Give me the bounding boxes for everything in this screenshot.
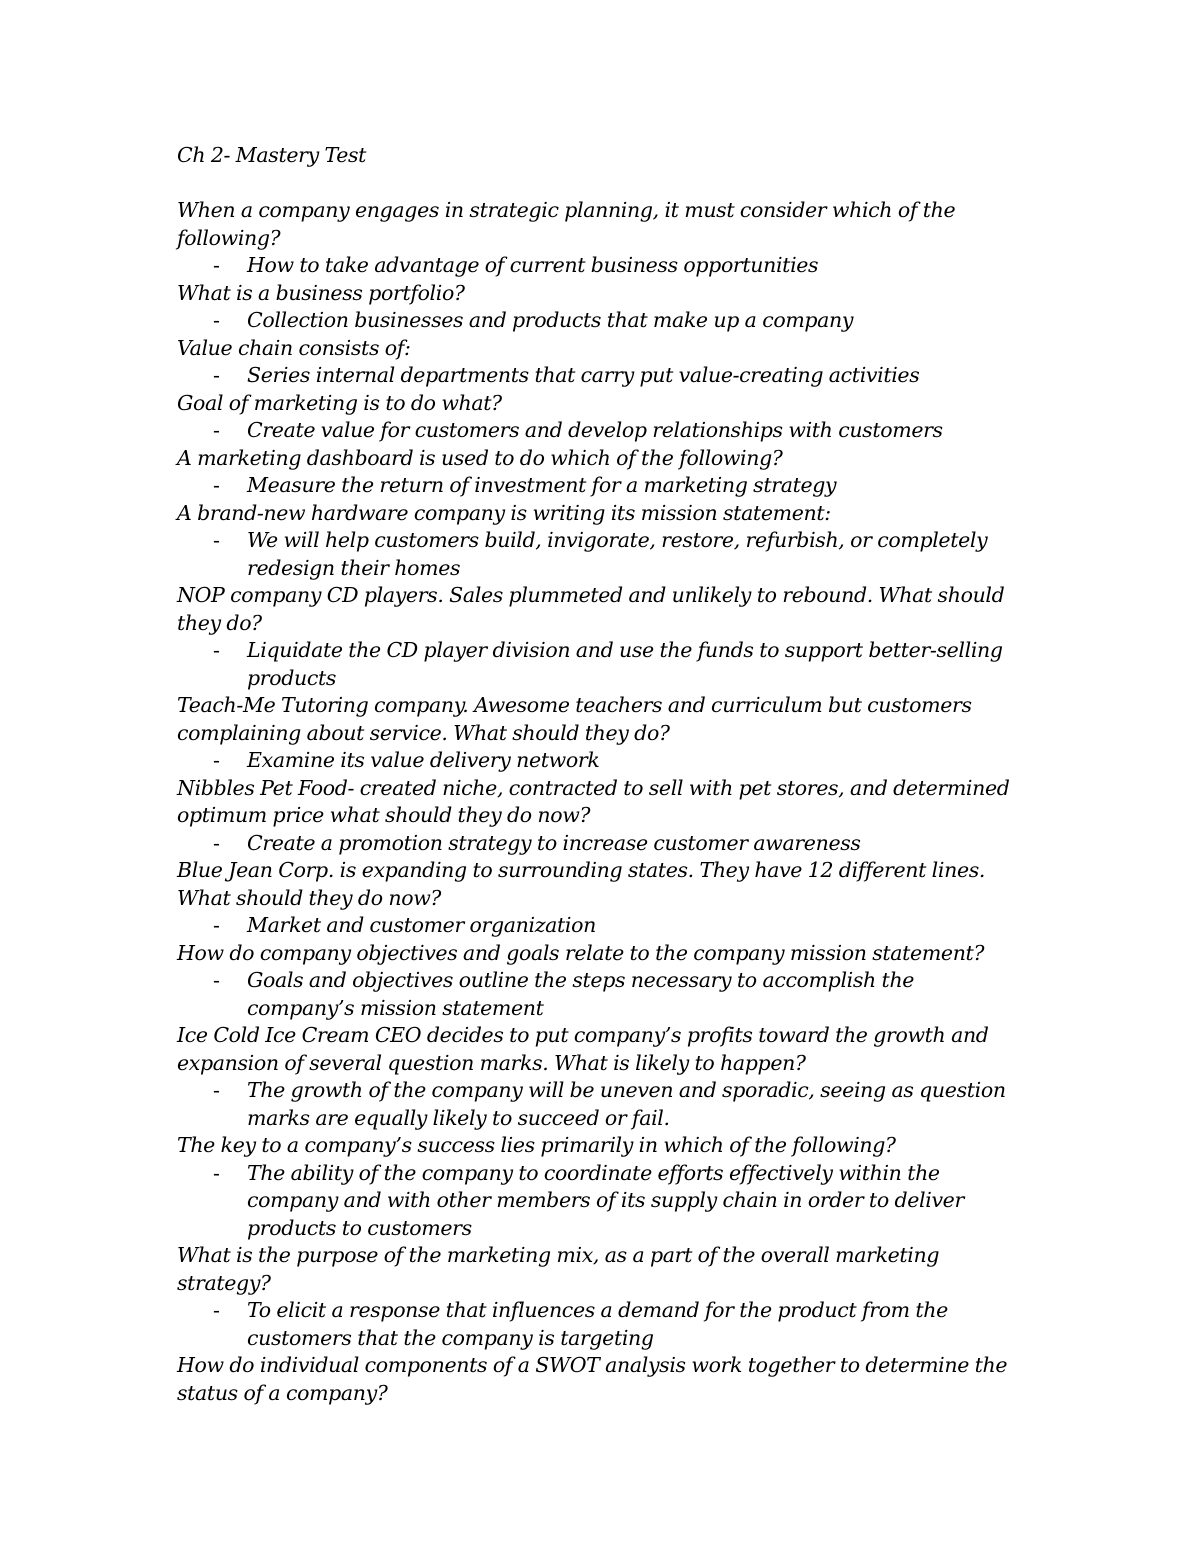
question-text: Ice Cold Ice Cream CEO decides to put company’s profits toward the growth and expansion of several question marks. What is likely to happen? — [177, 1023, 989, 1075]
answer-item — [177, 1160, 1027, 1243]
question-text: Goal of marketing is to do what? — [177, 390, 502, 415]
answer-bullet-dash: - — [213, 363, 220, 387]
answer-text: Create value for customers and develop relationships with customers — [247, 418, 943, 442]
document-body — [177, 142, 1027, 1407]
answer-item — [177, 637, 1027, 692]
question-text: Nibbles Pet Food- created niche, contracted to sell with pet stores, and determined optimum price what should they do now? — [177, 775, 1010, 827]
answer-bullet-dash: - — [213, 830, 220, 855]
answer-item — [177, 1297, 1027, 1352]
question-text: NOP company CD players. Sales plummeted and unlikely to rebound. What should they do? — [177, 583, 1005, 635]
answer-bullet-dash: - — [213, 528, 220, 552]
answer-item — [177, 252, 1027, 280]
answer-bullet-dash: - — [213, 638, 220, 662]
answer-bullet-dash: - — [213, 253, 220, 277]
answer-text: Liquidate the CD player division and use the funds to support better-selling products — [247, 638, 1003, 690]
answer-bullet-dash: - — [213, 1160, 220, 1185]
answer-bullet-dash: - — [213, 748, 220, 772]
answer-bullet-dash: - — [213, 473, 220, 497]
answer-text: The ability of the company to coordinate efforts effectively within the company and with other members of its supply chain in order to deliver products to customers — [247, 1160, 964, 1240]
answer-text: Series internal departments that carry put value-creating activities — [247, 363, 920, 387]
question-text: A marketing dashboard is used to do which of the following? — [177, 445, 783, 470]
answer-item — [177, 472, 1027, 500]
answer-text: Examine its value delivery network — [247, 748, 600, 772]
answer-item — [177, 747, 1027, 775]
answer-bullet-dash: - — [213, 308, 220, 332]
answer-text: We will help customers build, invigorate, restore, refurbish, or completely redesign their homes — [247, 528, 988, 580]
answer-item — [177, 1077, 1027, 1132]
question-text: How do individual components of a SWOT analysis work together to determine the status of a company? — [177, 1353, 1008, 1405]
answer-item — [177, 912, 1027, 940]
answer-item — [177, 967, 1027, 1022]
answer-text: The growth of the company will be uneven and sporadic, seeing as question marks are equally likely to succeed or fail. — [247, 1078, 1006, 1130]
answer-text: Create a promotion strategy to increase customer awareness — [247, 830, 861, 855]
question-text: What is a business portfolio? — [177, 280, 465, 305]
answer-item — [177, 417, 1027, 445]
answer-text: Collection businesses and products that make up a company — [247, 308, 854, 332]
question-text: How do company objectives and goals relate to the company mission statement? — [177, 940, 985, 965]
answer-bullet-dash: - — [213, 418, 220, 442]
question-text: Teach-Me Tutoring company. Awesome teachers and curriculum but customers complaining about service. What should they do? — [177, 693, 972, 745]
page-title: Ch 2- Mastery Test — [177, 143, 367, 167]
answer-bullet-dash: - — [213, 968, 220, 992]
answer-item — [177, 830, 1027, 858]
answer-bullet-dash: - — [213, 913, 220, 937]
question-answer-list — [177, 197, 1027, 1407]
question-text: Value chain consists of: — [177, 335, 411, 360]
question-text: The key to a company’s success lies primarily in which of the following? — [177, 1133, 896, 1157]
answer-item — [177, 362, 1027, 390]
answer-text: Goals and objectives outline the steps necessary to accomplish the company’s mission statement — [247, 968, 915, 1020]
answer-text: To elicit a response that influences a demand for the product from the customers that the company is targeting — [247, 1298, 948, 1350]
question-text: Blue Jean Corp. is expanding to surrounding states. They have 12 different lines. What should they do now? — [177, 858, 986, 910]
question-text: A brand-new hardware company is writing its mission statement: — [177, 500, 831, 525]
answer-text: Market and customer organization — [247, 913, 596, 937]
answer-text: How to take advantage of current business opportunities — [247, 253, 819, 277]
question-text: What is the purpose of the marketing mix, as a part of the overall marketing strategy? — [177, 1243, 940, 1295]
answer-text: Measure the return of investment for a marketing strategy — [247, 473, 837, 497]
answer-item — [177, 527, 1027, 582]
answer-bullet-dash: - — [213, 1298, 220, 1322]
answer-bullet-dash: - — [213, 1078, 220, 1102]
answer-item — [177, 307, 1027, 335]
question-text: When a company engages in strategic planning, it must consider which of the following? — [177, 198, 956, 250]
